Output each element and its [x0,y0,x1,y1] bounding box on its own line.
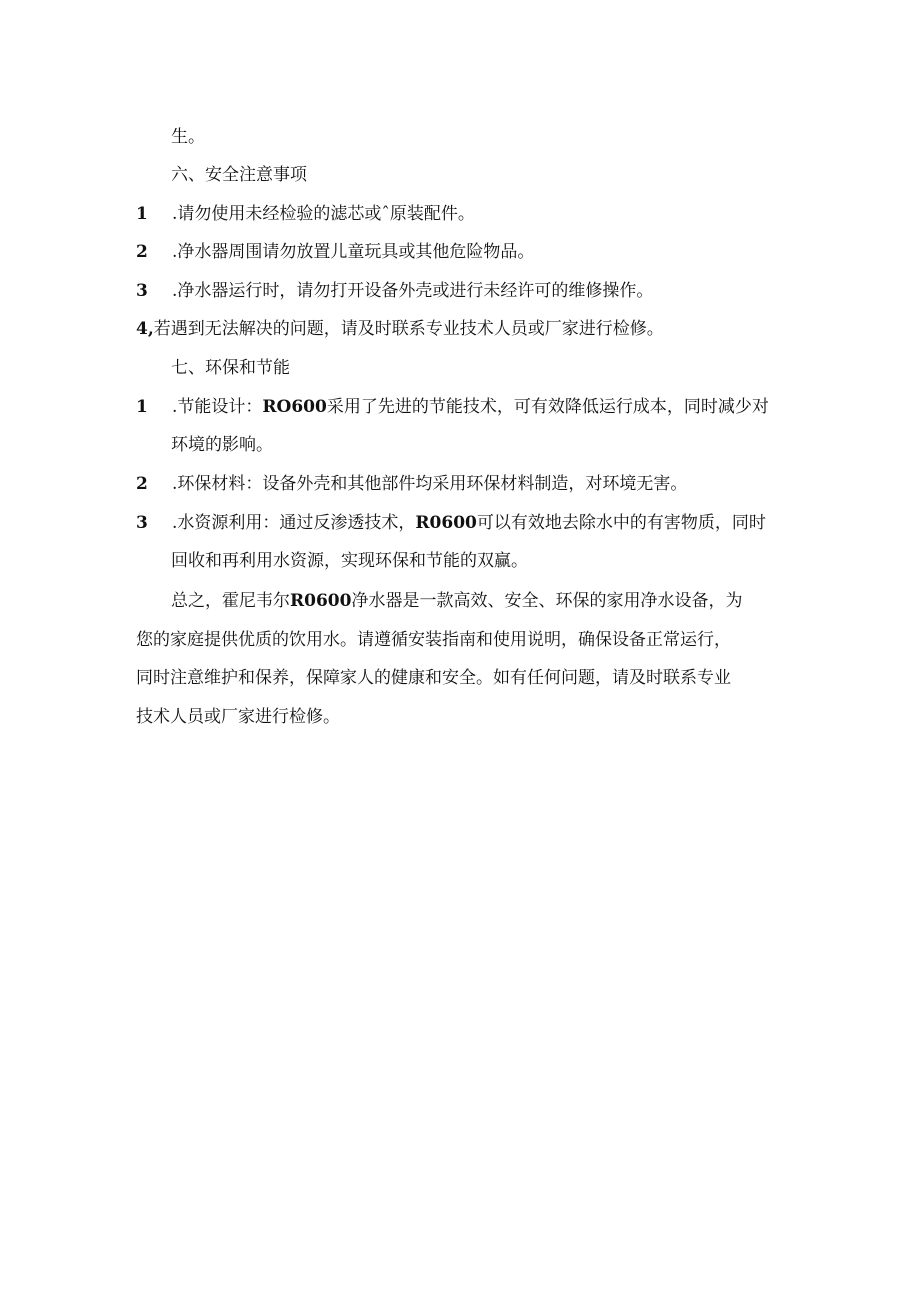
summary-line-4 [136,706,340,728]
section-7-heading [171,357,290,379]
summary-text: 同时注意维护和保养，保障家人的健康和安全。如有任何问题，请及时联系专业 [136,668,731,688]
continuation-text [171,126,205,148]
section-6-heading [171,164,307,186]
model-code: R0600 [290,591,352,611]
model-code: RO600 [262,397,327,417]
safety-item-2 [136,241,534,263]
summary-text-continued: 净水器是一款高效、安全、环保的家用净水设备，为 [351,591,743,611]
item-text-continued: 采用了先进的节能技术，可有效降低运行成本，同时减少对 [326,397,769,417]
eco-item-1 [136,396,769,418]
summary-line-1 [171,590,742,612]
item-text: .净水器运行时，请勿打开设备外壳或进行未经许可的维修操作。 [172,281,654,301]
item-text-continued: 可以有效地去除水中的有害物质，同时 [476,513,766,533]
continuation-text-content: 生。 [171,127,205,147]
eco-item-3 [136,512,766,534]
section-6-heading-text: 六、安全注意事项 [171,165,307,185]
summary-line-3 [136,667,731,689]
eco-item-3-continuation [171,550,528,572]
item-text: 若遇到无法解决的问题，请及时联系专业技术人员或厂家进行检修。 [153,319,664,339]
safety-item-4 [136,318,664,340]
eco-item-2 [136,473,687,495]
summary-text: 技术人员或厂家进行检修。 [136,707,340,727]
section-7-heading-text: 七、环保和节能 [171,358,290,378]
safety-item-1 [136,203,475,225]
item-text: .环保材料：设备外壳和其他部件均采用环保材料制造，对环境无害。 [172,474,688,494]
item-text: .节能设计： [172,397,263,417]
item-text: .净水器周围请勿放置儿童玩具或其他危险物品。 [172,242,535,262]
item-text: .请勿使用未经检验的滤芯或ˆ原装配件。 [172,204,475,224]
model-code: R0600 [415,513,477,533]
item-number: 2 [136,474,148,494]
item-text-wrap: 回收和再利用水资源，实现环保和节能的双赢。 [171,551,528,571]
safety-item-3 [136,280,653,302]
eco-item-1-continuation [171,434,273,456]
item-number: 1 [136,397,148,417]
summary-line-2 [136,629,731,651]
item-text-wrap: 环境的影响。 [171,435,273,455]
item-number: 3 [136,513,148,533]
item-number: 3 [136,281,148,301]
summary-text: 您的家庭提供优质的饮用水。请遵循安装指南和使用说明，确保设备正常运行， [136,630,731,650]
summary-text: 总之，霍尼韦尔 [171,591,290,611]
item-number: 1 [136,204,148,224]
item-number: 2 [136,242,148,262]
item-number: 4, [136,319,154,339]
item-text: .水资源利用：通过反渗透技术， [172,513,416,533]
